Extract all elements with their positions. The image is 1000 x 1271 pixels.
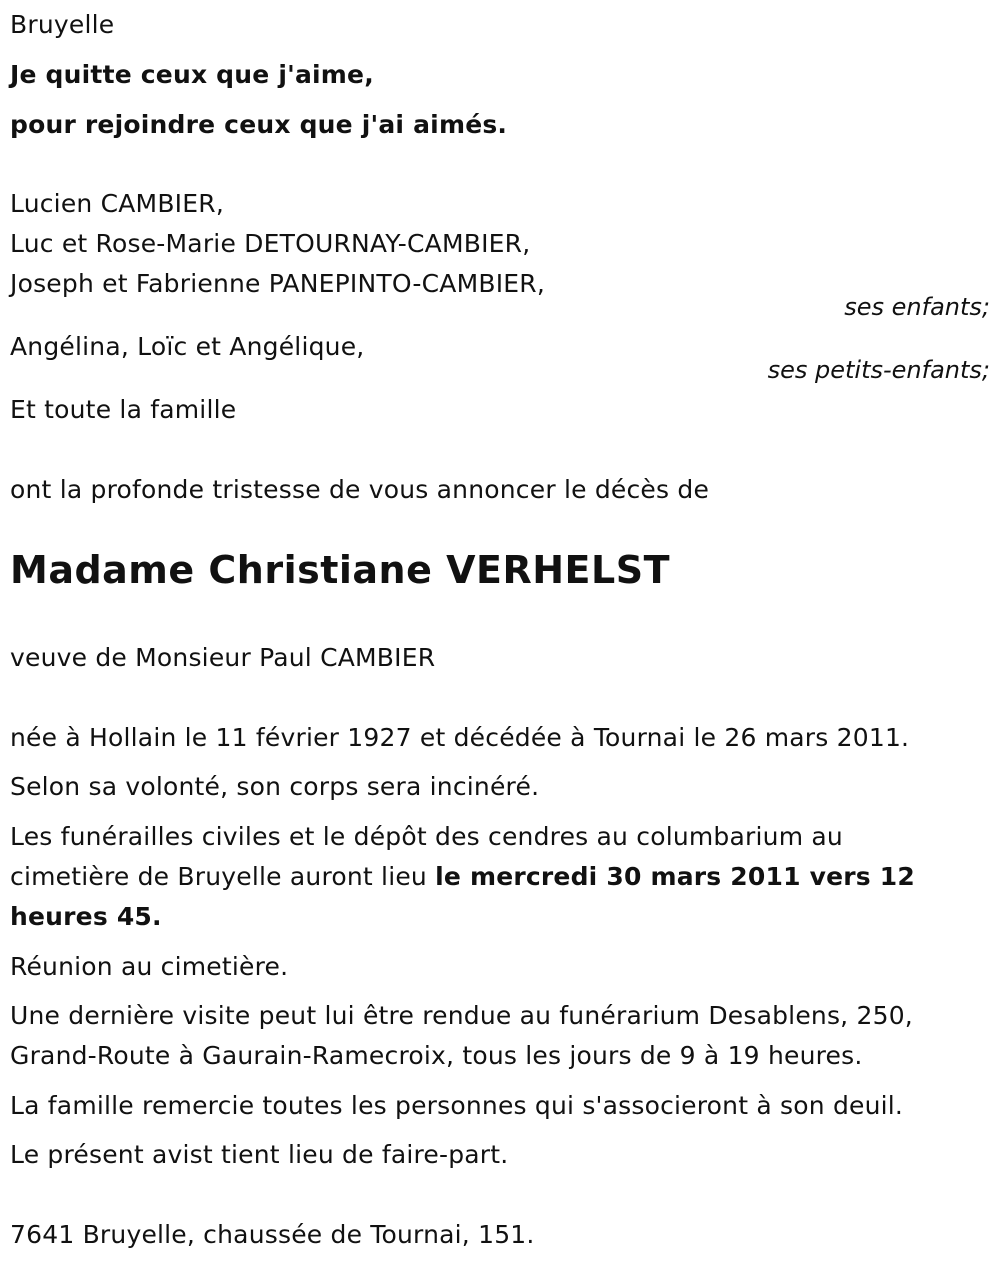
meeting-line: Réunion au cimetière.: [10, 952, 289, 981]
grandchildren-role: ses petits-enfants;: [767, 356, 990, 384]
funeral-date: le mercredi 30 mars 2011 vers 12 heures 45.: [10, 862, 915, 931]
visit-paragraph: Une dernière visite peut lui être rendue au funérarium Desablens, 250, Grand-Route à Gaurain-Ramecroix, tous les jours de 9 à 19 heures.: [10, 1001, 913, 1070]
funeral-paragraph: [10, 817, 970, 937]
notice-line: Le présent avist tient lieu de faire-part.: [10, 1140, 509, 1169]
grandchildren: Angélina, Loïc et Angélique,: [10, 332, 365, 361]
cremation-line: Selon sa volonté, son corps sera incinéré.: [10, 772, 540, 801]
children-role: ses enfants;: [844, 293, 990, 321]
birth-death-line: née à Hollain le 11 février 1927 et décédée à Tournai le 26 mars 2011.: [10, 723, 910, 752]
child-1: Lucien CAMBIER,: [10, 189, 224, 218]
quote-line-1: Je quitte ceux que j'aime,: [10, 60, 374, 89]
quote-line-2: pour rejoindre ceux que j'ai aimés.: [10, 110, 508, 139]
place-heading: Bruyelle: [10, 10, 115, 39]
thanks-line: La famille remercie toutes les personnes qui s'associeront à son deuil.: [10, 1091, 904, 1120]
deceased-name: Madame Christiane VERHELST: [10, 548, 671, 592]
family-others: Et toute la famille: [10, 395, 237, 424]
funeral-prefix: Les funérailles civiles et le dépôt des cendres au columbarium au cimetière de Bruyelle auront lieu: [10, 822, 843, 891]
address-line: 7641 Bruyelle, chaussée de Tournai, 151.: [10, 1220, 535, 1249]
announcement: ont la profonde tristesse de vous annoncer le décès de: [10, 475, 710, 504]
spouse-line: veuve de Monsieur Paul CAMBIER: [10, 643, 436, 672]
child-2: Luc et Rose-Marie DETOURNAY-CAMBIER,: [10, 229, 531, 258]
child-3: Joseph et Fabrienne PANEPINTO-CAMBIER,: [10, 269, 546, 298]
